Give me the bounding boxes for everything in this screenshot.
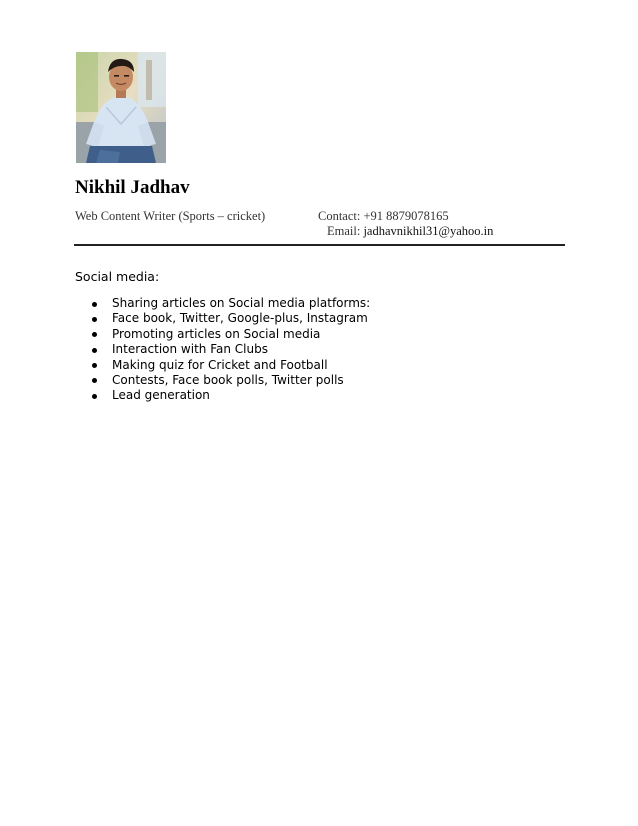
bullet-icon [92, 363, 97, 368]
profile-photo [76, 52, 166, 163]
contact-phone [318, 209, 449, 224]
email-label: Email: [327, 224, 361, 238]
bullet-icon [92, 348, 97, 353]
bullet-icon [92, 317, 97, 322]
contact-email [327, 224, 493, 239]
list-item [92, 373, 370, 388]
candidate-name: Nikhil Jadhav [75, 177, 190, 198]
list-item [92, 311, 370, 326]
list-item-text: Lead generation [112, 388, 210, 403]
section-heading: Social media: [75, 269, 160, 284]
list-item [92, 388, 370, 403]
header-divider [74, 244, 565, 246]
list-item-text: Making quiz for Cricket and Football [112, 357, 328, 372]
list-item-text: Face book, Twitter, Google-plus, Instagram [112, 311, 368, 326]
job-title: Web Content Writer (Sports – cricket) [75, 209, 266, 223]
social-media-list [92, 296, 370, 404]
list-item-text: Contests, Face book polls, Twitter polls [112, 372, 344, 387]
bullet-icon [92, 394, 97, 399]
list-item [92, 296, 370, 311]
list-item [92, 327, 370, 342]
bullet-icon [92, 332, 97, 337]
list-item [92, 358, 370, 373]
list-item [92, 342, 370, 357]
list-item-text: Promoting articles on Social media [112, 326, 321, 341]
email-address: jadhavnikhil31@yahoo.in [363, 224, 494, 238]
phone-number: +91 8879078165 [363, 209, 449, 223]
list-item-text: Sharing articles on Social media platforms: [112, 296, 371, 310]
bullet-icon [92, 302, 97, 307]
list-item-text: Interaction with Fan Clubs [112, 342, 268, 357]
contact-label: Contact: [318, 209, 361, 223]
bullet-icon [92, 378, 97, 383]
